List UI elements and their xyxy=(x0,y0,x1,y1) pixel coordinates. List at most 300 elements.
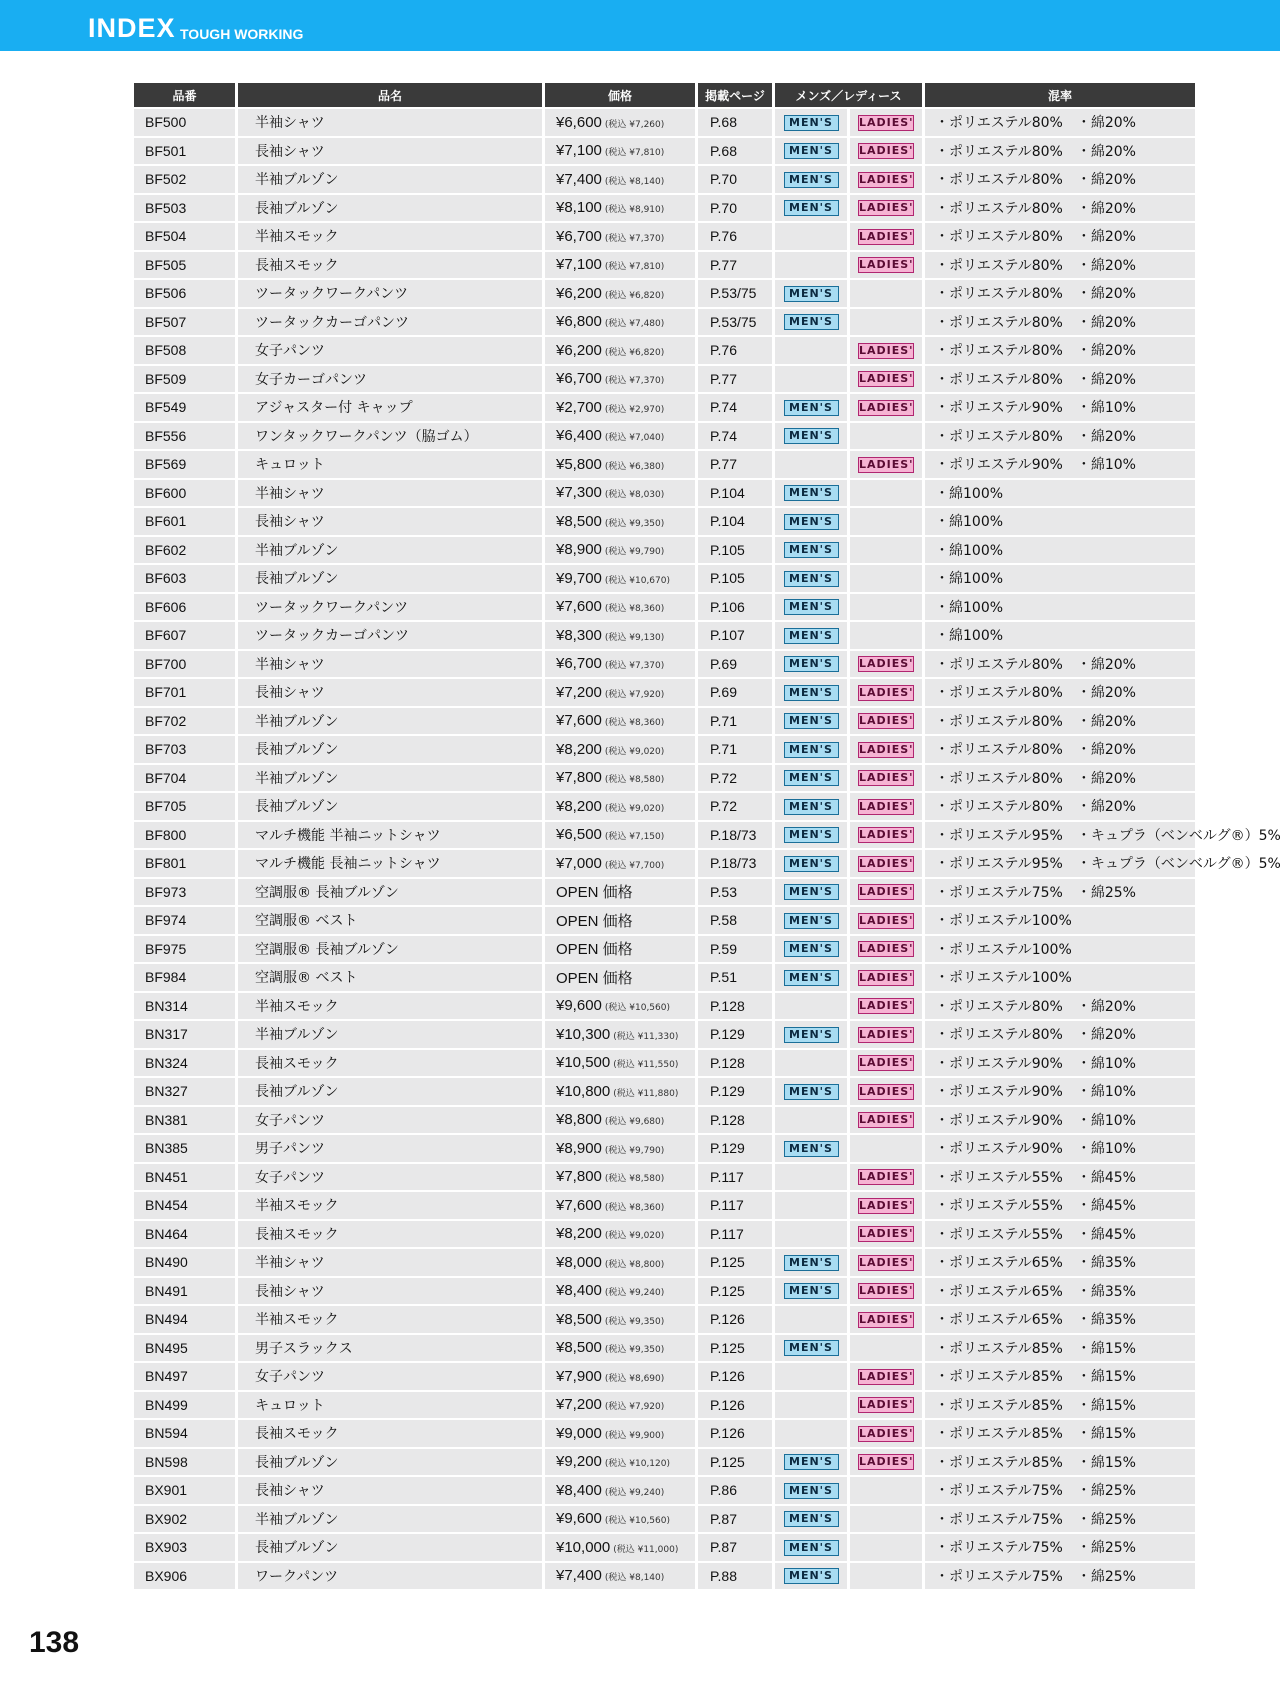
cell-blend xyxy=(925,736,1195,763)
price-tax-included: (税込 ¥7,150) xyxy=(604,832,665,843)
cell-mens xyxy=(775,166,847,193)
cell-mens xyxy=(775,1534,847,1561)
price-value: ¥8,500 xyxy=(556,1310,602,1328)
cell-page: P.105 xyxy=(698,537,772,564)
cell-blend xyxy=(925,1392,1195,1419)
cell-name: 半袖ブルゾン xyxy=(238,1021,542,1048)
price-tax-included: (税込 ¥10,560) xyxy=(604,1516,670,1527)
table-row xyxy=(134,1306,1195,1333)
blend-item: ・ポリエステル80% xyxy=(935,656,1063,673)
cell-ladies xyxy=(850,1420,922,1447)
mens-badge: MEN'S xyxy=(784,913,839,929)
cell-price xyxy=(545,651,695,678)
blend-item: ・綿10% xyxy=(1076,400,1136,417)
price-value: ¥7,400 xyxy=(556,1567,602,1585)
blend-item: ・ポリエステル100% xyxy=(935,970,1072,987)
price-tax-included: (税込 ¥9,900) xyxy=(604,1430,665,1441)
ladies-badge: LADIES' xyxy=(859,258,914,272)
ladies-badge: LADIES' xyxy=(859,201,914,215)
cell-price xyxy=(545,309,695,336)
cell-page: P.128 xyxy=(698,993,772,1020)
blend-item: ・綿20% xyxy=(1076,172,1136,189)
cell-mens xyxy=(775,138,847,165)
mens-badge: MEN'S xyxy=(784,941,839,957)
ladies-badge: LADIES' xyxy=(859,1398,914,1412)
cell-ladies xyxy=(850,1050,922,1077)
cell-name: 女子パンツ xyxy=(238,1164,542,1191)
price-value: ¥8,000 xyxy=(556,1253,602,1271)
cell-code: BN494 xyxy=(134,1306,235,1333)
cell-mens xyxy=(775,936,847,963)
blend-item: ・ポリエステル85% xyxy=(935,1369,1063,1386)
cell-mens xyxy=(775,1078,847,1105)
cell-price xyxy=(545,765,695,792)
price-tax-included: (税込 ¥7,370) xyxy=(604,661,665,672)
price-tax-included: (税込 ¥9,020) xyxy=(604,746,665,757)
cell-page: P.74 xyxy=(698,394,772,421)
cell-name: 半袖シャツ xyxy=(238,480,542,507)
cell-blend xyxy=(925,1534,1195,1561)
blend-item: ・綿25% xyxy=(1076,1511,1136,1528)
cell-code: BN454 xyxy=(134,1192,235,1219)
table-row xyxy=(134,309,1195,336)
blend-item: ・綿35% xyxy=(1076,1255,1136,1272)
blend-item: ・ポリエステル75% xyxy=(935,1540,1063,1557)
cell-code: BF505 xyxy=(134,252,235,279)
cell-price xyxy=(545,679,695,706)
ladies-badge: LADIES' xyxy=(859,457,914,471)
column-header-name: 品名 xyxy=(238,83,542,107)
price-value: ¥9,000 xyxy=(556,1424,602,1442)
ladies-badge: LADIES' xyxy=(859,1170,914,1184)
price-tax-included: (税込 ¥8,910) xyxy=(604,205,665,216)
cell-page: P.76 xyxy=(698,337,772,364)
blend-item: ・ポリエステル85% xyxy=(935,1340,1063,1357)
price-value: ¥7,000 xyxy=(556,854,602,872)
cell-ladies xyxy=(850,622,922,649)
cell-name: 長袖シャツ xyxy=(238,1477,542,1504)
table-row xyxy=(134,1050,1195,1077)
blend-item: ・ポリエステル55% xyxy=(935,1169,1063,1186)
cell-blend xyxy=(925,1050,1195,1077)
ladies-badge: LADIES' xyxy=(859,913,914,927)
mens-badge: MEN'S xyxy=(784,656,839,672)
cell-code: BF569 xyxy=(134,451,235,478)
cell-blend xyxy=(925,1563,1195,1590)
blend-item: ・綿15% xyxy=(1076,1369,1136,1386)
blend-item: ・綿20% xyxy=(1076,115,1136,132)
mens-badge: MEN'S xyxy=(784,628,839,644)
table-row xyxy=(134,1335,1195,1362)
blend-item: ・綿20% xyxy=(1076,286,1136,303)
cell-price xyxy=(545,423,695,450)
table-row xyxy=(134,223,1195,250)
cell-blend xyxy=(925,337,1195,364)
blend-item: ・ポリエステル65% xyxy=(935,1283,1063,1300)
mens-badge: MEN'S xyxy=(784,115,839,131)
ladies-badge: LADIES' xyxy=(859,144,914,158)
cell-page: P.77 xyxy=(698,451,772,478)
cell-price xyxy=(545,1449,695,1476)
mens-badge: MEN'S xyxy=(784,742,839,758)
cell-ladies xyxy=(850,1363,922,1390)
cell-name: アジャスター付 キャップ xyxy=(238,394,542,421)
cell-code: BF506 xyxy=(134,280,235,307)
price-value: ¥8,400 xyxy=(556,1481,602,1499)
cell-code: BN491 xyxy=(134,1278,235,1305)
cell-blend xyxy=(925,850,1281,877)
cell-page: P.128 xyxy=(698,1107,772,1134)
cell-mens xyxy=(775,679,847,706)
cell-name: 長袖スモック xyxy=(238,1221,542,1248)
cell-ladies xyxy=(850,537,922,564)
price-tax-included: (税込 ¥9,020) xyxy=(604,1231,665,1242)
cell-name: ワンタックワークパンツ（脇ゴム） xyxy=(238,423,542,450)
cell-ladies xyxy=(850,451,922,478)
ladies-badge: LADIES' xyxy=(859,799,914,813)
cell-mens xyxy=(775,651,847,678)
cell-price xyxy=(545,252,695,279)
price-tax-included: (税込 ¥9,680) xyxy=(604,1117,665,1128)
mens-badge: MEN'S xyxy=(784,143,839,159)
price-tax-included: (税込 ¥6,380) xyxy=(604,461,665,472)
cell-blend xyxy=(925,622,1195,649)
price-tax-included: (税込 ¥9,350) xyxy=(604,1345,665,1356)
price-tax-included: (税込 ¥8,800) xyxy=(604,1259,665,1270)
cell-mens xyxy=(775,822,847,849)
cell-code: BF703 xyxy=(134,736,235,763)
table-row xyxy=(134,337,1195,364)
ladies-badge: LADIES' xyxy=(859,1255,914,1269)
table-row xyxy=(134,1363,1195,1390)
cell-price xyxy=(545,1135,695,1162)
price-value: ¥7,600 xyxy=(556,598,602,616)
table-row xyxy=(134,822,1195,849)
ladies-badge: LADIES' xyxy=(859,1027,914,1041)
table-row xyxy=(134,1420,1195,1447)
cell-mens xyxy=(775,708,847,735)
mens-badge: MEN'S xyxy=(784,599,839,615)
blend-item: ・ポリエステル75% xyxy=(935,884,1063,901)
cell-code: BN497 xyxy=(134,1363,235,1390)
price-tax-included: (税込 ¥6,820) xyxy=(604,290,665,301)
cell-name: 半袖ブルゾン xyxy=(238,708,542,735)
cell-page: P.18/73 xyxy=(698,850,772,877)
cell-ladies xyxy=(850,223,922,250)
cell-blend xyxy=(925,1021,1195,1048)
blend-item: ・綿100% xyxy=(935,514,1004,531)
cell-blend xyxy=(925,1306,1195,1333)
cell-price xyxy=(545,1534,695,1561)
price-tax-included: (税込 ¥6,820) xyxy=(604,347,665,358)
price-value: ¥8,500 xyxy=(556,1339,602,1357)
cell-code: BF509 xyxy=(134,366,235,393)
blend-item: ・綿35% xyxy=(1076,1312,1136,1329)
table-row xyxy=(134,394,1195,421)
cell-ladies xyxy=(850,594,922,621)
table-row xyxy=(134,1078,1195,1105)
cell-page: P.117 xyxy=(698,1164,772,1191)
blend-item: ・ポリエステル80% xyxy=(935,286,1063,303)
price-value: ¥8,100 xyxy=(556,199,602,217)
table-row xyxy=(134,964,1195,991)
cell-name: 長袖スモック xyxy=(238,1050,542,1077)
cell-mens xyxy=(775,1192,847,1219)
cell-price xyxy=(545,223,695,250)
cell-code: BN314 xyxy=(134,993,235,1020)
mens-badge: MEN'S xyxy=(784,314,839,330)
table-row xyxy=(134,166,1195,193)
cell-code: BF607 xyxy=(134,622,235,649)
cell-mens xyxy=(775,736,847,763)
price-value: ¥7,600 xyxy=(556,1196,602,1214)
price-tax-included: (税込 ¥7,370) xyxy=(604,233,665,244)
cell-blend xyxy=(925,1164,1195,1191)
price-tax-included: (税込 ¥9,350) xyxy=(604,518,665,529)
blend-item: ・ポリエステル75% xyxy=(935,1511,1063,1528)
price-tax-included: (税込 ¥9,790) xyxy=(604,547,665,558)
cell-page: P.86 xyxy=(698,1477,772,1504)
price-tax-included: (税込 ¥11,550) xyxy=(613,1060,679,1071)
cell-ladies xyxy=(850,679,922,706)
cell-ladies xyxy=(850,793,922,820)
blend-item: ・綿20% xyxy=(1076,685,1136,702)
blend-item: ・綿10% xyxy=(1076,457,1136,474)
mens-badge: MEN'S xyxy=(784,827,839,843)
cell-ladies xyxy=(850,1392,922,1419)
ladies-badge: LADIES' xyxy=(859,942,914,956)
table-row xyxy=(134,879,1195,906)
cell-name: 長袖シャツ xyxy=(238,508,542,535)
cell-blend xyxy=(925,565,1195,592)
price-tax-included: (税込 ¥7,920) xyxy=(604,689,665,700)
mens-badge: MEN'S xyxy=(784,1540,839,1556)
cell-mens xyxy=(775,537,847,564)
cell-price xyxy=(545,394,695,421)
cell-name: 長袖シャツ xyxy=(238,1278,542,1305)
blend-item: ・ポリエステル80% xyxy=(935,371,1063,388)
price-tax-included: (税込 ¥7,260) xyxy=(604,119,665,130)
cell-ladies xyxy=(850,1534,922,1561)
cell-mens xyxy=(775,280,847,307)
cell-mens xyxy=(775,1477,847,1504)
blend-item: ・綿25% xyxy=(1076,1483,1136,1500)
cell-blend xyxy=(925,195,1195,222)
cell-page: P.125 xyxy=(698,1278,772,1305)
blend-item: ・ポリエステル90% xyxy=(935,1084,1063,1101)
cell-page: P.72 xyxy=(698,765,772,792)
cell-mens xyxy=(775,451,847,478)
mens-badge: MEN'S xyxy=(784,799,839,815)
cell-code: BF973 xyxy=(134,879,235,906)
blend-item: ・ポリエステル80% xyxy=(935,314,1063,331)
cell-code: BF507 xyxy=(134,309,235,336)
table-row xyxy=(134,1107,1195,1134)
blend-item: ・ポリエステル90% xyxy=(935,1055,1063,1072)
cell-code: BF600 xyxy=(134,480,235,507)
cell-code: BF504 xyxy=(134,223,235,250)
cell-name: ツータックワークパンツ xyxy=(238,594,542,621)
cell-price xyxy=(545,1050,695,1077)
blend-item: ・ポリエステル85% xyxy=(935,1426,1063,1443)
table-row xyxy=(134,1534,1195,1561)
cell-name: 半袖シャツ xyxy=(238,109,542,136)
ladies-badge: LADIES' xyxy=(859,885,914,899)
table-row xyxy=(134,765,1195,792)
cell-ladies xyxy=(850,337,922,364)
cell-mens xyxy=(775,223,847,250)
ladies-badge: LADIES' xyxy=(859,742,914,756)
ladies-badge: LADIES' xyxy=(859,771,914,785)
price-tax-included: (税込 ¥8,580) xyxy=(604,775,665,786)
cell-price xyxy=(545,451,695,478)
blend-item: ・綿45% xyxy=(1076,1169,1136,1186)
cell-ladies xyxy=(850,565,922,592)
cell-price xyxy=(545,993,695,1020)
cell-page: P.71 xyxy=(698,736,772,763)
cell-name: 半袖シャツ xyxy=(238,651,542,678)
price-tax-included: (税込 ¥7,040) xyxy=(604,433,665,444)
cell-blend xyxy=(925,822,1281,849)
ladies-badge: LADIES' xyxy=(859,1369,914,1383)
blend-item: ・ポリエステル80% xyxy=(935,998,1063,1015)
cell-code: BF603 xyxy=(134,565,235,592)
cell-code: BF508 xyxy=(134,337,235,364)
cell-code: BF974 xyxy=(134,907,235,934)
price-tax-included: (税込 ¥9,790) xyxy=(604,1145,665,1156)
blend-item: ・キュプラ（ベンベルグ®）5% xyxy=(1076,827,1281,844)
price-value: ¥8,300 xyxy=(556,626,602,644)
cell-ladies xyxy=(850,1221,922,1248)
cell-name: 長袖ブルゾン xyxy=(238,1078,542,1105)
cell-price xyxy=(545,850,695,877)
table-row xyxy=(134,1392,1195,1419)
mens-badge: MEN'S xyxy=(784,685,839,701)
cell-blend xyxy=(925,879,1195,906)
cell-mens xyxy=(775,1249,847,1276)
cell-blend xyxy=(925,138,1195,165)
cell-name: キュロット xyxy=(238,1392,542,1419)
ladies-badge: LADIES' xyxy=(859,970,914,984)
blend-item: ・ポリエステル80% xyxy=(935,799,1063,816)
price-tax-included: (税込 ¥8,140) xyxy=(604,1573,665,1584)
header-bar xyxy=(0,0,1280,51)
cell-mens xyxy=(775,337,847,364)
price-tax-included: (税込 ¥11,330) xyxy=(613,1031,679,1042)
cell-name: 長袖スモック xyxy=(238,1420,542,1447)
cell-mens xyxy=(775,1335,847,1362)
cell-name: 女子カーゴパンツ xyxy=(238,366,542,393)
cell-mens xyxy=(775,1107,847,1134)
cell-name: マルチ機能 半袖ニットシャツ xyxy=(238,822,542,849)
cell-page: P.128 xyxy=(698,1050,772,1077)
blend-item: ・ポリエステル80% xyxy=(935,1027,1063,1044)
price-tax-included: (税込 ¥7,920) xyxy=(604,1402,665,1413)
cell-blend xyxy=(925,1335,1195,1362)
cell-price xyxy=(545,1477,695,1504)
cell-price xyxy=(545,907,695,934)
table-row xyxy=(134,480,1195,507)
cell-name: 半袖ブルゾン xyxy=(238,166,542,193)
cell-code: BN385 xyxy=(134,1135,235,1162)
cell-ladies xyxy=(850,195,922,222)
ladies-badge: LADIES' xyxy=(859,1113,914,1127)
cell-blend xyxy=(925,1506,1195,1533)
cell-price xyxy=(545,1506,695,1533)
mens-badge: MEN'S xyxy=(784,1141,839,1157)
cell-code: BF502 xyxy=(134,166,235,193)
cell-blend xyxy=(925,1278,1195,1305)
cell-ladies xyxy=(850,423,922,450)
blend-item: ・綿20% xyxy=(1076,229,1136,246)
cell-name: キュロット xyxy=(238,451,542,478)
cell-mens xyxy=(775,850,847,877)
mens-badge: MEN'S xyxy=(784,200,839,216)
mens-badge: MEN'S xyxy=(784,1283,839,1299)
cell-code: BX903 xyxy=(134,1534,235,1561)
blend-item: ・ポリエステル55% xyxy=(935,1198,1063,1215)
cell-name: ツータックカーゴパンツ xyxy=(238,309,542,336)
cell-code: BF701 xyxy=(134,679,235,706)
cell-page: P.18/73 xyxy=(698,822,772,849)
mens-badge: MEN'S xyxy=(784,1027,839,1043)
cell-price xyxy=(545,195,695,222)
ladies-badge: LADIES' xyxy=(859,999,914,1013)
cell-price xyxy=(545,1278,695,1305)
cell-blend xyxy=(925,423,1195,450)
table-header-row xyxy=(134,83,1195,107)
blend-item: ・ポリエステル80% xyxy=(935,770,1063,787)
price-value: OPEN 価格 xyxy=(556,884,633,902)
cell-price xyxy=(545,1249,695,1276)
cell-ladies xyxy=(850,138,922,165)
cell-blend xyxy=(925,1477,1195,1504)
cell-blend xyxy=(925,765,1195,792)
cell-blend xyxy=(925,993,1195,1020)
cell-code: BX906 xyxy=(134,1563,235,1590)
cell-page: P.68 xyxy=(698,138,772,165)
blend-item: ・キュプラ（ベンベルグ®）5% xyxy=(1076,856,1281,873)
blend-item: ・ポリエステル80% xyxy=(935,115,1063,132)
blend-item: ・ポリエステル85% xyxy=(935,1454,1063,1471)
cell-ladies xyxy=(850,936,922,963)
table-row xyxy=(134,850,1195,877)
cell-ladies xyxy=(850,280,922,307)
cell-blend xyxy=(925,537,1195,564)
cell-ladies xyxy=(850,1477,922,1504)
cell-name: 女子パンツ xyxy=(238,1363,542,1390)
index-table xyxy=(131,81,1281,1591)
cell-page: P.74 xyxy=(698,423,772,450)
blend-item: ・ポリエステル80% xyxy=(935,742,1063,759)
table-row xyxy=(134,651,1195,678)
cell-price xyxy=(545,537,695,564)
cell-name: 空調服® 長袖ブルゾン xyxy=(238,879,542,906)
cell-name: 長袖ブルゾン xyxy=(238,1534,542,1561)
blend-item: ・綿20% xyxy=(1076,713,1136,730)
header-title: INDEX xyxy=(88,13,176,43)
blend-item: ・ポリエステル80% xyxy=(935,428,1063,445)
cell-price xyxy=(545,480,695,507)
cell-name: 空調服® ベスト xyxy=(238,964,542,991)
blend-item: ・ポリエステル75% xyxy=(935,1483,1063,1500)
cell-blend xyxy=(925,1078,1195,1105)
table-row xyxy=(134,508,1195,535)
cell-price xyxy=(545,936,695,963)
mens-badge: MEN'S xyxy=(784,856,839,872)
price-value: ¥10,000 xyxy=(556,1538,611,1556)
price-tax-included: (税込 ¥9,350) xyxy=(604,1316,665,1327)
